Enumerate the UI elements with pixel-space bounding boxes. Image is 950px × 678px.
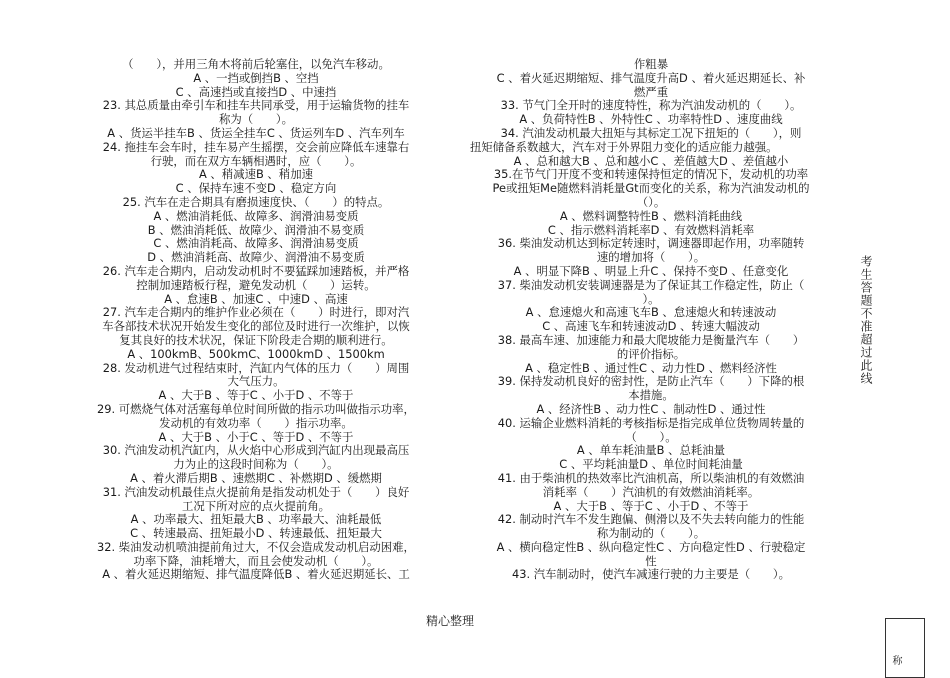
- right-column-line: 燃严重: [633, 85, 669, 99]
- left-column-line: 力为止的这段时间称为（ ）。: [173, 458, 339, 472]
- corner-box: [885, 618, 925, 678]
- right-column-line: 扭矩储备系数越大，汽车对于外界阻力变化的适应能力越强。: [470, 140, 778, 154]
- right-column-line: A 、燃料调整特性B 、燃料消耗曲线: [559, 209, 743, 223]
- right-column: [470, 58, 832, 582]
- left-column: [66, 58, 446, 582]
- left-column-line: A 、货运半挂车B 、货运全挂车C 、货运列车D 、汽车列车: [107, 126, 405, 140]
- left-column-line: A 、着火滞后期B 、速燃期C 、补燃期D 、缓燃期: [130, 471, 382, 485]
- left-column-line: 25. 汽车在走合期具有磨损速度快、（ ）的特点。: [122, 195, 390, 209]
- right-column-line: 消耗率（ ）汽油机的有效燃油消耗率。: [542, 485, 760, 499]
- binding-line-note: 考生答题不准超过此线: [859, 255, 873, 385]
- right-column-line: 本措施。: [628, 389, 674, 403]
- left-column-line: 28. 发动机进气过程结束时，汽缸内气体的压力（ ）周围: [102, 361, 410, 375]
- left-column-line: 30. 汽油发动机汽缸内，从火焰中心形成到汽缸内出现最高压: [102, 444, 410, 458]
- left-column-line: （ ），并用三角木将前后轮塞住，以免汽车移动。: [122, 58, 390, 71]
- right-column-line: A 、经济性B 、动力性C 、制动性D 、通过性: [536, 402, 766, 416]
- right-column-line: 35.在节气门开度不变和转速保持恒定的情况下，发动机的功率: [493, 168, 809, 182]
- right-column-line: C 、指示燃料消耗率D 、有效燃料消耗率: [547, 223, 755, 237]
- left-column-line: 复其良好的技术状况，保证下阶段走合期的顺利进行。: [119, 333, 393, 347]
- left-column-line: A 、大于B 、等于C 、小于D 、不等于: [158, 389, 354, 403]
- left-column-line: B 、燃油消耗低、故障少、润滑油不易变质: [147, 223, 365, 237]
- right-column-line: 36. 柴油发动机达到标定转速时，调速器即起作用，功率随转: [497, 237, 805, 251]
- right-column-line: ）。: [642, 292, 660, 306]
- left-column-line: A 、功率最大、扭矩最大B 、功率最大、油耗最低: [130, 513, 382, 527]
- right-column-line: A 、负荷特性B 、外特性C 、功率特性D 、速度曲线: [519, 113, 783, 127]
- left-column-line: 车各部技术状况开始发生变化的部位及时进行一次维护，以恢: [102, 320, 410, 334]
- left-column-line: A 、怠速B 、加速C 、中速D 、高速: [164, 292, 348, 306]
- right-column-line: 作粗暴: [633, 58, 669, 71]
- left-column-line: D 、燃油消耗高、故障少、润滑油不易变质: [147, 251, 365, 265]
- right-column-line: 速的增加将（ ）。: [596, 251, 706, 265]
- left-column-line: 23. 其总质量由牵引车和挂车共同承受，用于运输货物的挂车: [102, 99, 410, 113]
- left-column-line: A 、一挡或倒挡B 、空挡: [193, 71, 319, 85]
- right-column-line: A 、明显下降B 、明显上升C 、保持不变D 、任意变化: [513, 264, 789, 278]
- right-column-line: 性: [645, 554, 657, 568]
- corner-box-label: 称: [890, 655, 901, 665]
- left-column-line: C 、转速最高、扭矩最小D 、转速最低、扭矩最大: [130, 527, 382, 541]
- left-column-line: C 、燃油消耗高、故障多、润滑油易变质: [153, 237, 359, 251]
- right-column-line: 34. 汽油发动机最大扭矩与其标定工况下扭矩的（ ），则: [500, 126, 802, 140]
- left-column-line: A 、着火延迟期缩短、排气温度降低B 、着火延迟期延长、工: [102, 568, 410, 582]
- right-column-line: 40. 运输企业燃料消耗的考核指标是指完成单位货物周转量的: [497, 416, 805, 430]
- left-column-line: 发动机的有效功率（ ）指示功率。: [159, 416, 353, 430]
- left-column-line: A 、燃油消耗低、故障多、润滑油易变质: [153, 209, 359, 223]
- right-column-line: A 、稳定性B 、通过性C 、动力性D 、燃料经济性: [525, 361, 777, 375]
- right-column-line: （ ）。: [625, 430, 677, 444]
- right-column-line: A 、总和越大B 、总和越小C 、差值越大D 、差值越小: [513, 154, 789, 168]
- left-column-line: 26. 汽车走合期内，启动发动机时不要猛踩加速踏板，并严格: [102, 264, 410, 278]
- right-column-line: Pe或扭矩Me随燃料消耗量Gt而变化的关系，称为汽油发动机的: [492, 182, 810, 196]
- right-column-line: A 、大于B 、等于C 、小于D 、不等于: [553, 499, 749, 513]
- right-column-line: 42. 制动时汽车不发生跑偏、侧滑以及不失去转向能力的性能: [497, 513, 805, 527]
- left-column-line: 31. 汽油发动机最佳点火提前角是指发动机处于（ ）良好: [102, 485, 410, 499]
- right-column-line: C 、平均耗油量D 、单位时间耗油量: [559, 458, 743, 472]
- right-column-line: 33. 节气门全开时的速度特性，称为汽油发动机的（ ）。: [500, 99, 802, 113]
- left-column-line: C 、高速挡或直接挡D 、中速挡: [175, 85, 337, 99]
- right-column-line: 41. 由于柴油机的热效率比汽油机高，所以柴油机的有效燃油: [497, 471, 805, 485]
- left-column-line: 工况下所对应的点火提前角。: [181, 499, 331, 513]
- right-column-line: 39. 保持发动机良好的密封性，是防止汽车（ ）下降的根: [497, 375, 805, 389]
- left-column-line: 32. 柴油发动机喷油提前角过大，不仅会造成发动机启动困难，: [97, 540, 415, 554]
- left-column-line: 功率下降，油耗增大，而且会使发动机（ ）。: [133, 554, 379, 568]
- right-column-line: 37. 柴油发动机安装调速器是为了保证其工作稳定性，防止（: [497, 278, 805, 292]
- right-column-line: C 、着火延迟期缩短、排气温度升高D 、着火延迟期延长、补: [496, 71, 806, 85]
- left-column-line: A 、稍减速B 、稍加速: [199, 168, 313, 182]
- right-column-line: 43. 汽车制动时，使汽车减速行驶的力主要是（ ）。: [511, 568, 791, 582]
- left-column-line: 29. 可燃烧气体对活塞每单位时间所做的指示功叫做指示功率，: [97, 402, 415, 416]
- left-column-line: 24. 拖挂车会车时，挂车易产生摇摆，交会前应降低车速靠右: [102, 140, 410, 154]
- right-column-line: 的评价指标。: [616, 347, 686, 361]
- right-column-line: A 、横向稳定性B 、纵向稳定性C 、方向稳定性D 、行驶稳定: [496, 540, 806, 554]
- right-column-line: （）。: [636, 195, 666, 209]
- right-column-line: A 、单车耗油量B 、总耗油量: [576, 444, 726, 458]
- right-column-line: 38. 最高车速、加速能力和最大爬坡能力是衡量汽车（ ）: [497, 333, 805, 347]
- left-column-line: 控制加速踏板行程，避免发动机（ ）运转。: [136, 278, 376, 292]
- left-column-line: C 、保持车速不变D 、稳定方向: [175, 182, 337, 196]
- left-column-line: 称为（ ）。: [218, 113, 294, 127]
- left-column-line: A 、大于B 、小于C 、等于D 、不等于: [158, 430, 354, 444]
- page-footer: 精心整理: [425, 614, 474, 628]
- right-column-line: 称为制动的（ ）。: [596, 527, 706, 541]
- left-column-line: 27. 汽车走合期内的维护作业必须在（ ）时进行，即对汽: [102, 306, 410, 320]
- left-column-line: 行驶，而在双方车辆相遇时，应（ ）。: [150, 154, 362, 168]
- left-column-line: A 、100kmB、500kmC、1000kmD 、1500km: [127, 347, 385, 361]
- right-column-line: C 、高速飞车和转速波动D 、转速大幅波动: [542, 320, 760, 334]
- left-column-line: 大气压力。: [227, 375, 285, 389]
- right-column-line: A 、怠速熄火和高速飞车B 、怠速熄火和转速波动: [525, 306, 777, 320]
